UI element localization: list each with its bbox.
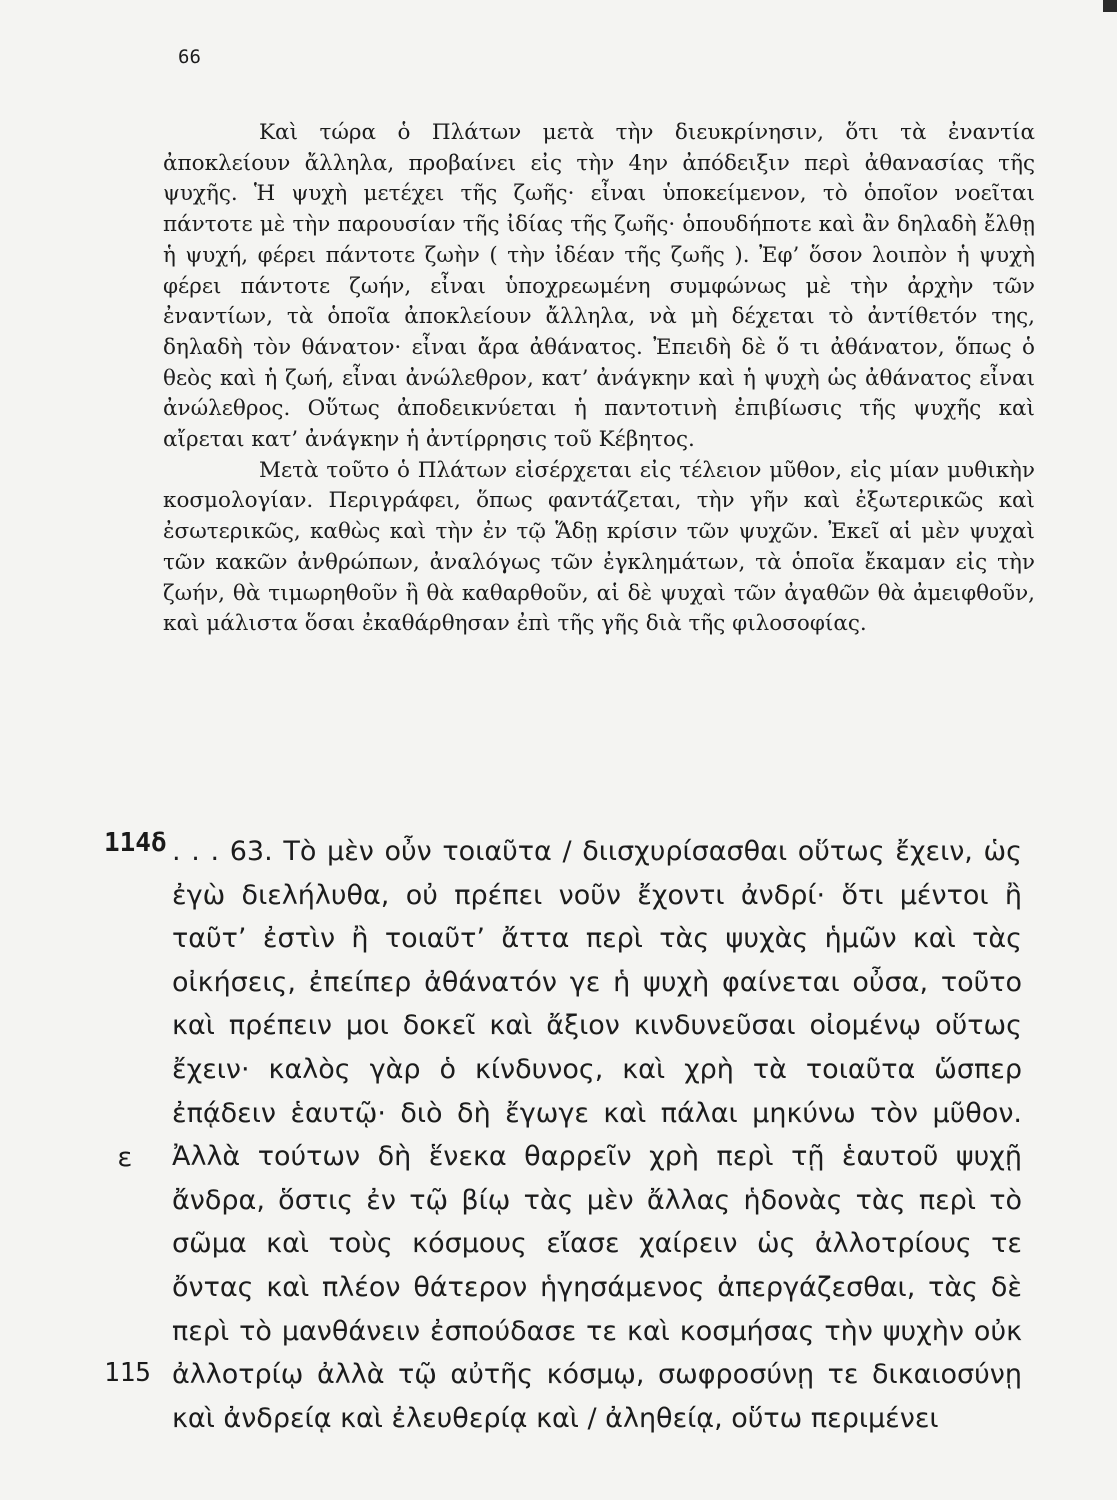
commentary-paragraph-2: Μετὰ τοῦτο ὁ Πλάτων εἰσέρχεται εἰς τέλειον μῦθον, εἰς μίαν μυθικὴν κοσμολογίαν. Περιγράφει, ὅπως φαντάζεται, τὴν γῆν καὶ ἐξωτερικῶς καὶ ἐσωτερικῶς, καθὼς καὶ τὴν ἐν τῷ Ἅδῃ κρίσιν τῶν ψυχῶν. Ἐκεῖ αἱ μὲν ψυχαὶ τῶν κακῶν ἀνθρώπων, ἀναλόγως τῶν ἐγκλημάτων, τὰ ὁποῖα ἔκαμαν εἰς τὴν ζωήν, θὰ τιμωρηθοῦν ἢ θὰ καθαρθοῦν, αἱ δὲ ψυχαὶ τῶν ἀγαθῶν θὰ ἀμειφθοῦν, καὶ μάλιστα ὅσαι ἐκαθάρθησαν ἐπὶ τῆς γῆς διὰ τῆς φιλοσοφίας. (163, 457, 1035, 637)
page-edge-mark (1103, 0, 1117, 12)
margin-reference-e: ε (117, 1143, 133, 1173)
quotation-paragraph: . . . 63. Τὸ μὲν οὖν τοιαῦτα / διισχυρίσασθαι οὕτως ἔχειν, ὡς ἐγὼ διελήλυθα, οὐ πρέπει νοῦν ἔχοντι ἀνδρί· ὅτι μέντοι ἢ ταῦτ’ ἐστὶν ἢ τοιαῦτ’ ἄττα περὶ τὰς ψυχὰς ἡμῶν καὶ τὰς οἰκήσεις, ἐπείπερ ἀθάνατόν γε ἡ ψυχὴ φαίνεται οὖσα, τοῦτο καὶ πρέπειν μοι δοκεῖ καὶ ἄξιον κινδυνεῦσαι οἰομένῳ οὕτως ἔχειν· καλὸς γὰρ ὁ κίνδυνος, καὶ χρὴ τὰ τοιαῦτα ὥσπερ ἐπᾴδειν ἑαυτῷ· διὸ δὴ ἔγωγε καὶ πάλαι μηκύνω τὸν μῦθον. Ἀλλὰ τούτων δὴ ἕνεκα θαρρεῖν χρὴ περὶ τῇ ἑαυτοῦ ψυχῇ ἄνδρα, ὅστις ἐν τῷ βίῳ τὰς μὲν ἄλλας ἡδονὰς τὰς περὶ τὸ σῶμα καὶ τοὺς κόσμους εἴασε χαίρειν ὡς ἀλλοτρίους τε ὄντας καὶ πλέον θάτερον ἡγησάμενος ἀπεργάζεσθαι, τὰς δὲ περὶ τὸ μανθάνειν ἐσπούδασε τε καὶ κοσμήσας τὴν ψυχὴν οὐκ ἀλλοτρίῳ ἀλλὰ τῷ αὐτῆς κόσμῳ, σωφροσύνῃ τε δικαιοσύνῃ καὶ ἀνδρείᾳ καὶ ἐλευθερίᾳ καὶ / ἀληθείᾳ, οὕτω περιμένει (172, 836, 1022, 1434)
margin-reference-114d: 114δ (104, 828, 167, 858)
commentary-paragraph-1: Καὶ τώρα ὁ Πλάτων μετὰ τὴν διευκρίνησιν, ὅτι τὰ ἐναντία ἀποκλείουν ἄλληλα, προβαίνει εἰς τὴν 4ην ἀπόδειξιν περὶ ἀθανασίας τῆς ψυχῆς. Ἡ ψυχὴ μετέχει τῆς ζωῆς· εἶναι ὑποκείμενον, τὸ ὁποῖον νοεῖται πάντοτε μὲ τὴν παρουσίαν τῆς ἰδίας τῆς ζωῆς· ὁπουδήποτε καὶ ἂν δηλαδὴ ἔλθῃ ἡ ψυχή, φέρει πάντοτε ζωὴν ( τὴν ἰδέαν τῆς ζωῆς ). Ἐφ’ ὅσον λοιπὸν ἡ ψυχὴ φέρει πάντοτε ζωήν, εἶναι ὑποχρεωμένη συμφώνως μὲ τὴν ἀρχὴν τῶν ἐναντίων, τὰ ὁποῖα ἀποκλείουν ἄλληλα, νὰ μὴ δέχεται τὸ ἀντίθετόν της, δηλαδὴ τὸν θάνατον· εἶναι ἄρα ἀθάνατος. Ἐπειδὴ δὲ ὅ τι ἀθάνατον, ὅπως ὁ θεὸς καὶ ἡ ζωή, εἶναι ἀνώλεθρον, κατ’ ἀνάγκην καὶ ἡ ψυχὴ ὡς ἀθάνατος εἶναι ἀνώλεθρος. Οὕτως ἀποδεικνύεται ἡ παντοτινὴ ἐπιβίωσις τῆς ψυχῆς καὶ αἴρεται κατ’ ἀνάγκην ἡ ἀντίρρησις τοῦ Κέβητος. (163, 120, 1035, 453)
commentary-text (163, 118, 1035, 640)
margin-reference-115: 115 (104, 1358, 151, 1388)
page-number: 66 (178, 46, 201, 68)
greek-quotation (172, 830, 1022, 1440)
